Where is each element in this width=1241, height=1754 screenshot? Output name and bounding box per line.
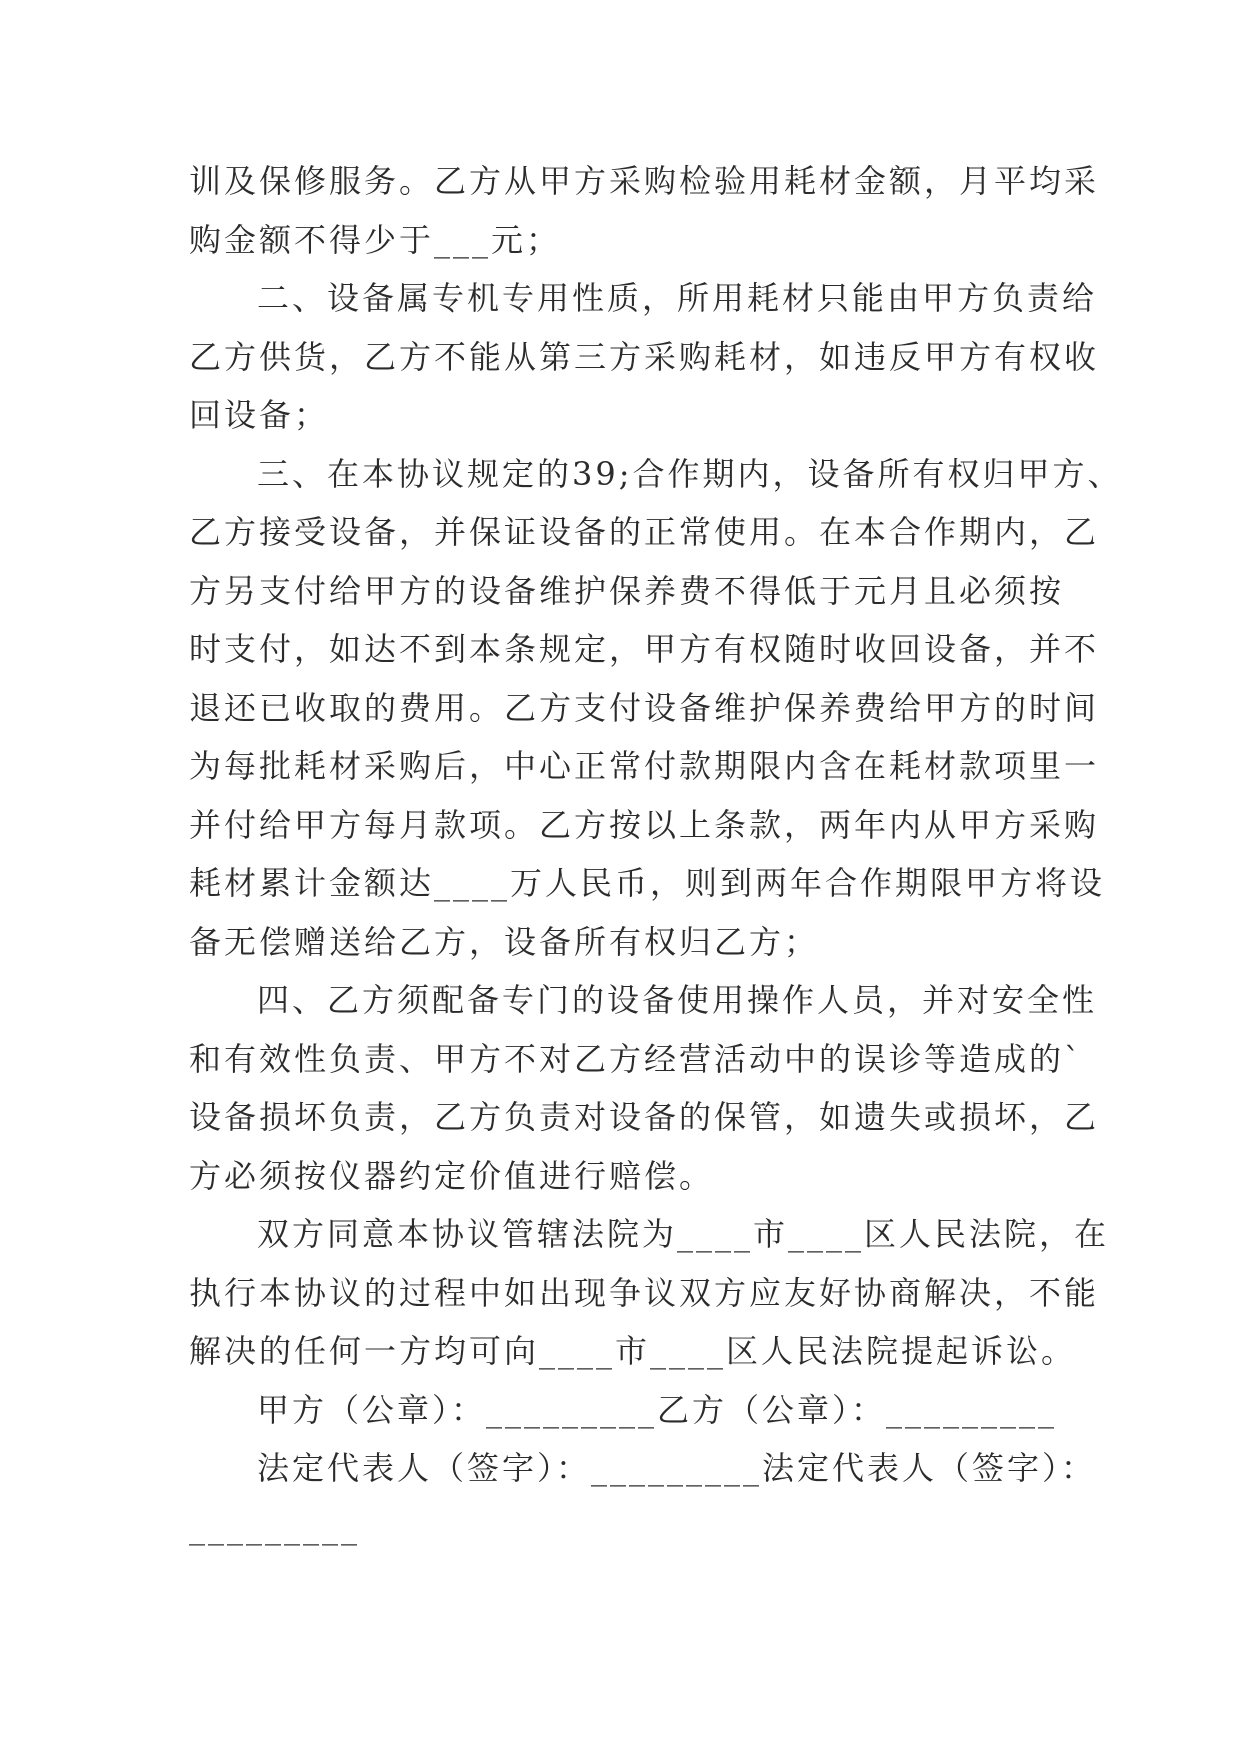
text-line: 耗材累计金额达____万人民币，则到两年合作期限甲方将设	[189, 864, 1106, 902]
signature-line-seal: 甲方（公章）：_________乙方（公章）：_________	[257, 1390, 1058, 1429]
text-line: 四、乙方须配备专门的设备使用操作人员，并对安全性	[257, 981, 1098, 1019]
text-line: 乙方接受设备，并保证设备的正常使用。在本合作期内，乙	[189, 513, 1100, 551]
signature-line-representative: 法定代表人（签字）：_________法定代表人（签字）：	[257, 1449, 1097, 1487]
contract-text	[189, 152, 1123, 1556]
text-line: 方另支付给甲方的设备维护保养费不得低于元月且必须按	[189, 571, 1065, 610]
text-line: 购金额不得少于___元；	[189, 220, 562, 259]
text-line: 和有效性负责、甲方不对乙方经营活动中的误诊等造成的`	[189, 1039, 1084, 1078]
text-line: 解决的任何一方均可向____市____区人民法院提起诉讼。	[189, 1332, 1077, 1370]
text-line: 为每批耗材采购后，中心正常付款期限内含在耗材款项里一	[189, 747, 1100, 785]
text-line: 执行本协议的过程中如出现争议双方应友好协商解决，不能	[189, 1273, 1100, 1312]
text-line: 乙方供货，乙方不能从第三方采购耗材，如违反甲方有权收	[189, 337, 1100, 376]
text-line: 退还已收取的费用。乙方支付设备维护保养费给甲方的时间	[189, 688, 1100, 727]
text-line: 回设备；	[189, 396, 330, 434]
text-line: 并付给甲方每月款项。乙方按以上条款，两年内从甲方采购	[189, 805, 1100, 844]
text-line: 时支付，如达不到本条规定，甲方有权随时收回设备，并不	[189, 630, 1100, 668]
signature-blank: _________	[189, 1507, 360, 1546]
text-line: 备无偿赠送给乙方，设备所有权归乙方；	[189, 922, 820, 961]
text-line: 训及保修服务。乙方从甲方采购检验用耗材金额，月平均采	[189, 162, 1100, 200]
text-line: 设备损坏负责，乙方负责对设备的保管，如遗失或损坏，乙	[189, 1098, 1100, 1136]
text-line: 双方同意本协议管辖法院为____市____区人民法院，在	[257, 1215, 1110, 1253]
text-line: 二、设备属专机专用性质，所用耗材只能由甲方负责给	[257, 279, 1098, 317]
text-line: 三、在本协议规定的39;合作期内，设备所有权归甲方、	[257, 454, 1123, 493]
text-line: 方必须按仪器约定价值进行赔偿。	[189, 1156, 715, 1195]
